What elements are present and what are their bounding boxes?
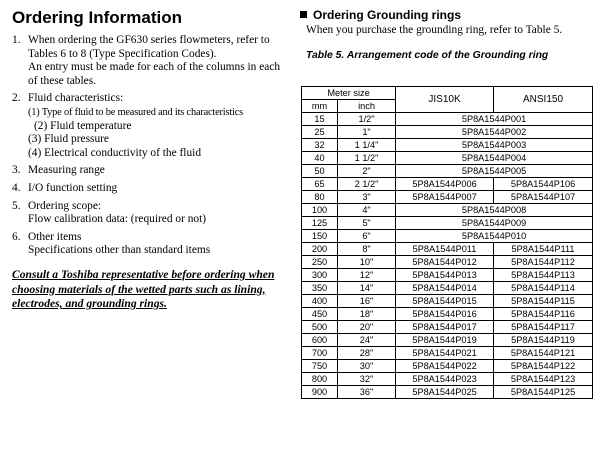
cell-code-ansi150: 5P8A1544P117	[494, 321, 593, 334]
cell-inch: 12"	[338, 269, 396, 282]
cell-inch: 30"	[338, 360, 396, 373]
cell-code-ansi150: 5P8A1544P123	[494, 373, 593, 386]
cell-code-common: 5P8A1544P008	[396, 204, 593, 217]
cell-inch: 5"	[338, 217, 396, 230]
ordering-list	[12, 34, 287, 258]
table-row	[302, 256, 593, 269]
ordering-item-2	[12, 92, 287, 160]
cell-code-jis10k: 5P8A1544P011	[396, 243, 494, 256]
cell-code-jis10k: 5P8A1544P006	[396, 178, 494, 191]
item-line: (4) Electrical conductivity of the fluid	[28, 146, 202, 159]
cell-code-ansi150: 5P8A1544P122	[494, 360, 593, 373]
cell-inch: 1"	[338, 126, 396, 139]
ordering-item-6	[12, 231, 287, 258]
item-number: 2.	[12, 92, 21, 105]
cell-mm: 200	[302, 243, 338, 256]
header-jis10k: JIS10K	[396, 87, 494, 113]
cell-code-ansi150: 5P8A1544P125	[494, 386, 593, 399]
cell-code-common: 5P8A1544P001	[396, 113, 593, 126]
item-line: Flow calibration data: (required or not)	[28, 213, 207, 226]
item-line: (2) Fluid temperature	[34, 119, 132, 132]
cell-inch: 16"	[338, 295, 396, 308]
item-number: 3.	[12, 164, 21, 177]
cell-mm: 700	[302, 347, 338, 360]
cell-inch: 1 1/4"	[338, 139, 396, 152]
table-row	[302, 204, 593, 217]
cell-code-ansi150: 5P8A1544P113	[494, 269, 593, 282]
cell-mm: 65	[302, 178, 338, 191]
cell-inch: 4"	[338, 204, 396, 217]
item-line: Specifications other than standard items	[28, 244, 211, 257]
ordering-item-1	[12, 34, 287, 88]
cell-mm: 300	[302, 269, 338, 282]
cell-mm: 40	[302, 152, 338, 165]
cell-mm: 800	[302, 373, 338, 386]
table-row	[302, 165, 593, 178]
cell-code-jis10k: 5P8A1544P017	[396, 321, 494, 334]
cell-code-ansi150: 5P8A1544P111	[494, 243, 593, 256]
cell-inch: 2 1/2"	[338, 178, 396, 191]
cell-mm: 100	[302, 204, 338, 217]
cell-mm: 25	[302, 126, 338, 139]
cell-code-jis10k: 5P8A1544P015	[396, 295, 494, 308]
header-mm: mm	[302, 100, 338, 113]
table-row	[302, 269, 593, 282]
cell-code-ansi150: 5P8A1544P116	[494, 308, 593, 321]
item-line: Ordering scope:	[28, 199, 102, 212]
table-row	[302, 178, 593, 191]
cell-code-common: 5P8A1544P009	[396, 217, 593, 230]
cell-inch: 1 1/2"	[338, 152, 396, 165]
cell-mm: 450	[302, 308, 338, 321]
cell-mm: 500	[302, 321, 338, 334]
cell-inch: 3"	[338, 191, 396, 204]
cell-mm: 125	[302, 217, 338, 230]
cell-code-ansi150: 5P8A1544P114	[494, 282, 593, 295]
table-row	[302, 191, 593, 204]
table-row	[302, 152, 593, 165]
cell-code-jis10k: 5P8A1544P012	[396, 256, 494, 269]
table-row	[302, 295, 593, 308]
cell-code-jis10k: 5P8A1544P013	[396, 269, 494, 282]
header-meter-size: Meter size	[302, 87, 396, 100]
table-row	[302, 243, 593, 256]
item-number: 6.	[12, 230, 21, 243]
cell-code-common: 5P8A1544P002	[396, 126, 593, 139]
cell-mm: 350	[302, 282, 338, 295]
cell-code-jis10k: 5P8A1544P016	[396, 308, 494, 321]
cell-code-jis10k: 5P8A1544P014	[396, 282, 494, 295]
cell-code-ansi150: 5P8A1544P107	[494, 191, 593, 204]
table-row	[302, 373, 593, 386]
table-row	[302, 230, 593, 243]
cell-mm: 80	[302, 191, 338, 204]
item-number: 1.	[12, 34, 21, 46]
cell-code-jis10k: 5P8A1544P022	[396, 360, 494, 373]
cell-mm: 900	[302, 386, 338, 399]
table-row	[302, 217, 593, 230]
header-ansi150: ANSI150	[494, 87, 593, 113]
cell-inch: 28"	[338, 347, 396, 360]
table-row	[302, 347, 593, 360]
table-row	[302, 308, 593, 321]
table-row	[302, 386, 593, 399]
table-row	[302, 126, 593, 139]
item-line: When ordering the GF630 series flowmeters, refer to Tables 6 to 8 (Type Specification Codes).	[28, 34, 270, 60]
cell-inch: 20"	[338, 321, 396, 334]
item-line: Fluid characteristics:	[28, 92, 124, 105]
item-number: 5.	[12, 199, 21, 212]
consult-note: Consult a Toshiba representative before ordering when choosing materials of the wetted parts such as lining, electrodes, and grounding rings.	[12, 267, 275, 311]
cell-code-common: 5P8A1544P003	[396, 139, 593, 152]
table-row	[302, 360, 593, 373]
cell-inch: 36"	[338, 386, 396, 399]
ordering-item-3	[12, 164, 287, 178]
cell-code-ansi150: 5P8A1544P115	[494, 295, 593, 308]
item-line: An entry must be made for each of the columns in each of these tables.	[28, 61, 281, 87]
cell-code-jis10k: 5P8A1544P019	[396, 334, 494, 347]
cell-code-ansi150: 5P8A1544P106	[494, 178, 593, 191]
cell-mm: 600	[302, 334, 338, 347]
item-line: Other items	[28, 230, 82, 243]
cell-code-ansi150: 5P8A1544P119	[494, 334, 593, 347]
header-inch: inch	[338, 100, 396, 113]
cell-code-ansi150: 5P8A1544P112	[494, 256, 593, 269]
table-header-row	[302, 87, 593, 100]
cell-mm: 50	[302, 165, 338, 178]
table-body	[302, 113, 593, 399]
cell-mm: 32	[302, 139, 338, 152]
cell-inch: 18"	[338, 308, 396, 321]
item-line: Measuring range	[28, 164, 105, 177]
cell-mm: 150	[302, 230, 338, 243]
cell-code-jis10k: 5P8A1544P025	[396, 386, 494, 399]
cell-code-ansi150: 5P8A1544P121	[494, 347, 593, 360]
cell-code-jis10k: 5P8A1544P023	[396, 373, 494, 386]
table-caption: Table 5. Arrangement code of the Grounding ring	[306, 50, 549, 61]
ordering-information-section	[12, 8, 287, 312]
cell-inch: 8"	[338, 243, 396, 256]
cell-mm: 750	[302, 360, 338, 373]
item-line: (1) Type of fluid to be measured and its characteristics	[28, 106, 243, 118]
table-row	[302, 282, 593, 295]
table-area	[300, 8, 592, 448]
item-line: I/O function setting	[28, 181, 118, 194]
ordering-item-4	[12, 182, 287, 196]
cell-code-common: 5P8A1544P010	[396, 230, 593, 243]
table-row	[302, 139, 593, 152]
cell-code-common: 5P8A1544P004	[396, 152, 593, 165]
cell-code-jis10k: 5P8A1544P007	[396, 191, 494, 204]
cell-inch: 24"	[338, 334, 396, 347]
table-row	[302, 113, 593, 126]
cell-mm: 250	[302, 256, 338, 269]
grounding-rings-title-text: Ordering Grounding rings	[313, 8, 461, 22]
cell-inch: 32"	[338, 373, 396, 386]
cell-inch: 6"	[338, 230, 396, 243]
ordering-information-title: Ordering Information	[12, 8, 182, 27]
grounding-ring-table	[301, 86, 593, 399]
cell-mm: 400	[302, 295, 338, 308]
table-row	[302, 334, 593, 347]
table-row	[302, 321, 593, 334]
cell-code-jis10k: 5P8A1544P021	[396, 347, 494, 360]
grounding-rings-intro: When you purchase the grounding ring, refer to Table 5.	[306, 24, 563, 36]
ordering-item-5	[12, 200, 287, 227]
cell-inch: 2"	[338, 165, 396, 178]
cell-mm: 15	[302, 113, 338, 126]
cell-inch: 10"	[338, 256, 396, 269]
item-number: 4.	[12, 181, 21, 194]
cell-inch: 14"	[338, 282, 396, 295]
item-line: (3) Fluid pressure	[28, 133, 109, 146]
cell-code-common: 5P8A1544P005	[396, 165, 593, 178]
cell-inch: 1/2"	[338, 113, 396, 126]
